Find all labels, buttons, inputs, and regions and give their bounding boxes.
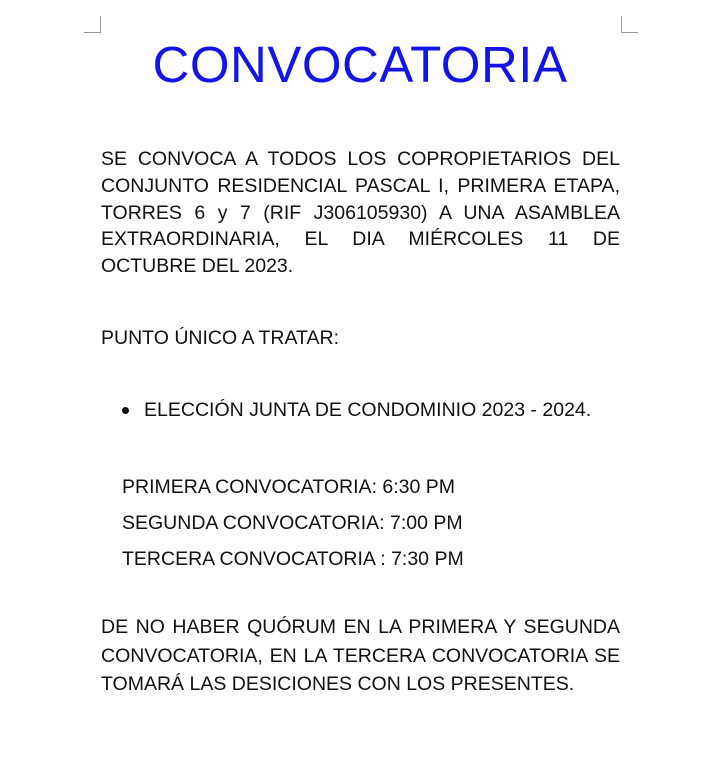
- agenda-item-text: ELECCIÓN JUNTA DE CONDOMINIO 2023 - 2024.: [144, 399, 592, 421]
- page-margin-mark-right: [621, 16, 638, 33]
- schedule-item-third-call: TERCERA CONVOCATORIA : 7:30 PM: [122, 548, 464, 570]
- schedule-item-second-call: SEGUNDA CONVOCATORIA: 7:00 PM: [122, 512, 463, 534]
- document-title: CONVOCATORIA: [152, 36, 568, 93]
- agenda-heading: PUNTO ÚNICO A TRATAR:: [101, 327, 340, 349]
- schedule-item-first-call: PRIMERA CONVOCATORIA: 6:30 PM: [122, 476, 456, 498]
- bullet-icon: [122, 407, 129, 414]
- agenda-item: [122, 397, 591, 423]
- agenda-list: [122, 397, 591, 423]
- page-margin-mark-left: [84, 16, 101, 33]
- intro-paragraph: SE CONVOCA A TODOS LOS COPROPIETARIOS DEL CONJUNTO RESIDENCIAL PASCAL I, PRIMERA ETAPA, TORRES 6 y 7 (RIF J306105930) A UNA ASAMBLEA EXTRAORDINARIA, EL DIA MIÉRCOLES 11 DE OCTUBRE DEL 2023.: [101, 148, 620, 278]
- schedule-list: [122, 469, 464, 577]
- closing-paragraph: DE NO HABER QUÓRUM EN LA PRIMERA Y SEGUNDA CONVOCATORIA, EN LA TERCERA CONVOCATORIA SE TOMARÁ LAS DESICIONES CON LOS PRESENTES.: [101, 616, 620, 695]
